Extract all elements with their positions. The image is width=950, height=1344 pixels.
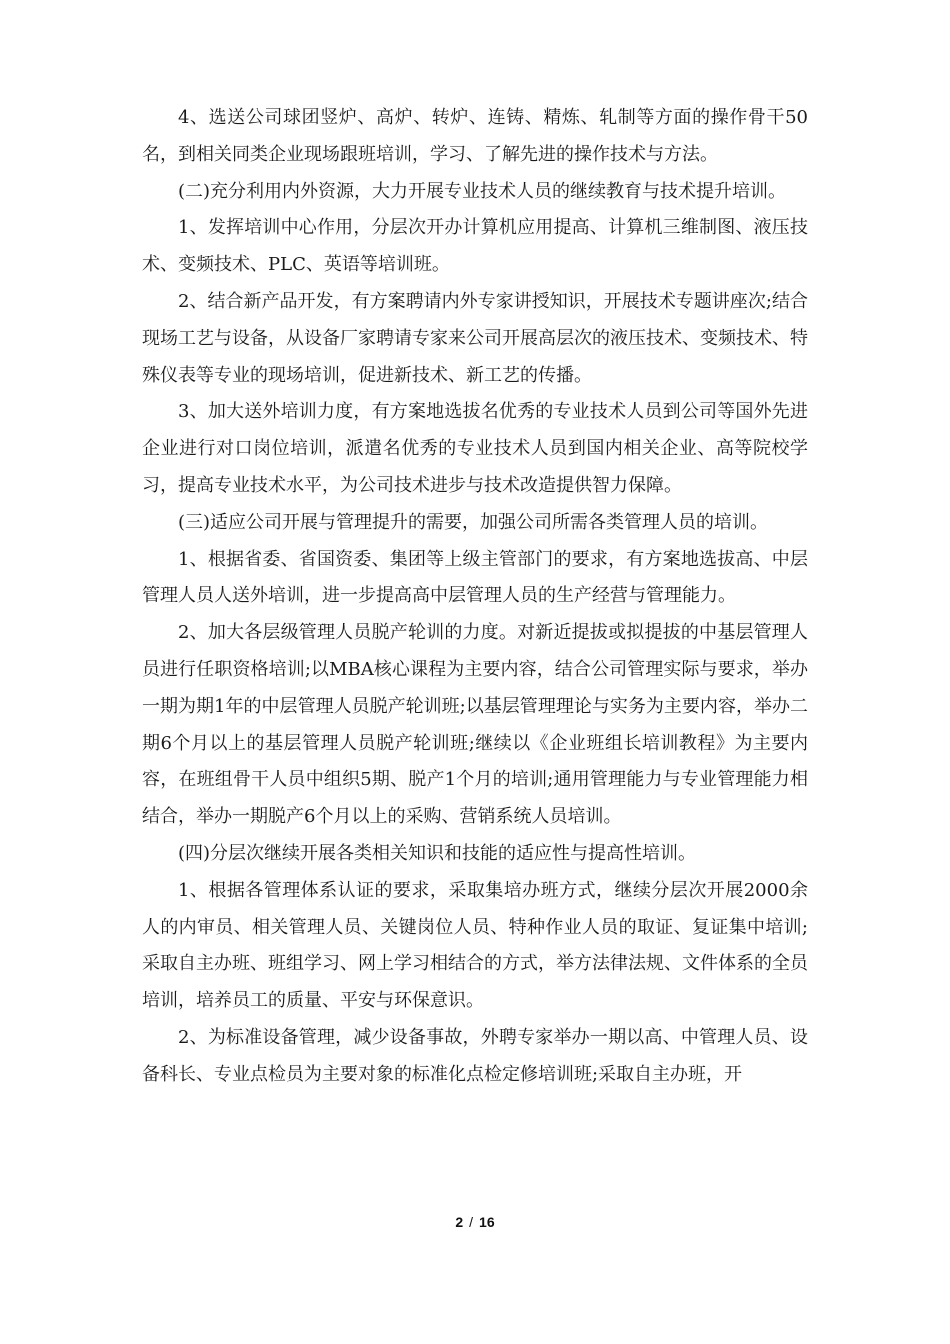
paragraph-item-2: 2、为标准设备管理，减少设备事故，外聘专家举办一期以高、中管理人员、设备科长、专业点检员为主要对象的标准化点检定修培训班;采取自主办班，开 bbox=[142, 1026, 808, 1085]
paragraph-item-1: 1、根据省委、省国资委、集团等上级主管部门的要求，有方案地选拔高、中层管理人员人送外培训，进一步提高高中层管理人员的生产经营与管理能力。 bbox=[142, 548, 808, 607]
paragraph-item-2: 2、结合新产品开发，有方案聘请内外专家讲授知识，开展技术专题讲座次;结合现场工艺与设备，从设备厂家聘请专家来公司开展高层次的液压技术、变频技术、特殊仪表等专业的现场培训，促进新技术、新工艺的传播。 bbox=[142, 290, 808, 386]
total-pages-number: 16 bbox=[479, 1214, 495, 1230]
paragraph-item-2: 2、加大各层级管理人员脱产轮训的力度。对新近提拔或拟提拔的中基层管理人员进行任职资格培训;以MBA核心课程为主要内容，结合公司管理实际与要求，举办一期为期1年的中层管理人员脱产轮训班;以基层管理理论与实务为主要内容，举办二期6个月以上的基层管理人员脱产轮训班;继续以《企业班组长培训教程》为主要内容，在班组骨干人员中组织5期、脱产1个月的培训;通用管理能力与专业管理能力相结合，举办一期脱产6个月以上的采购、营销系统人员培训。 bbox=[142, 622, 808, 828]
section-heading-2: (二)充分利用内外资源，大力开展专业技术人员的继续教育与技术提升培训。 bbox=[178, 180, 787, 202]
section-heading-3: (三)适应公司开展与管理提升的需要，加强公司所需各类管理人员的培训。 bbox=[178, 511, 769, 533]
paragraph-item-1: 1、根据各管理体系认证的要求，采取集培办班方式，继续分层次开展2000余人的内审员、相关管理人员、关键岗位人员、特种作业人员的取证、复证集中培训;采取自主办班、班组学习、网上学习相结合的方式，举方法律法规、文件体系的全员培训，培养员工的质量、平安与环保意识。 bbox=[142, 879, 808, 1012]
section-heading-4: (四)分层次继续开展各类相关知识和技能的适应性与提高性培训。 bbox=[178, 842, 697, 864]
page-separator: / bbox=[469, 1214, 474, 1230]
paragraph-item-1: 1、发挥培训中心作用，分层次开办计算机应用提高、计算机三维制图、液压技术、变频技术、PLC、英语等培训班。 bbox=[142, 217, 808, 276]
current-page-number: 2 bbox=[455, 1214, 464, 1230]
paragraph-item-3: 3、加大送外培训力度，有方案地选拔名优秀的专业技术人员到公司等国外先进企业进行对口岗位培训，派遣名优秀的专业技术人员到国内相关企业、高等院校学习，提高专业技术水平，为公司技术进步与技术改造提供智力保障。 bbox=[142, 401, 808, 496]
document-body bbox=[142, 100, 808, 1094]
paragraph-item-4: 4、选送公司球团竖炉、高炉、转炉、连铸、精炼、轧制等方面的操作骨干50名，到相关同类企业现场跟班培训，学习、了解先进的操作技术与方法。 bbox=[142, 107, 808, 165]
page-number-footer bbox=[0, 1212, 950, 1232]
